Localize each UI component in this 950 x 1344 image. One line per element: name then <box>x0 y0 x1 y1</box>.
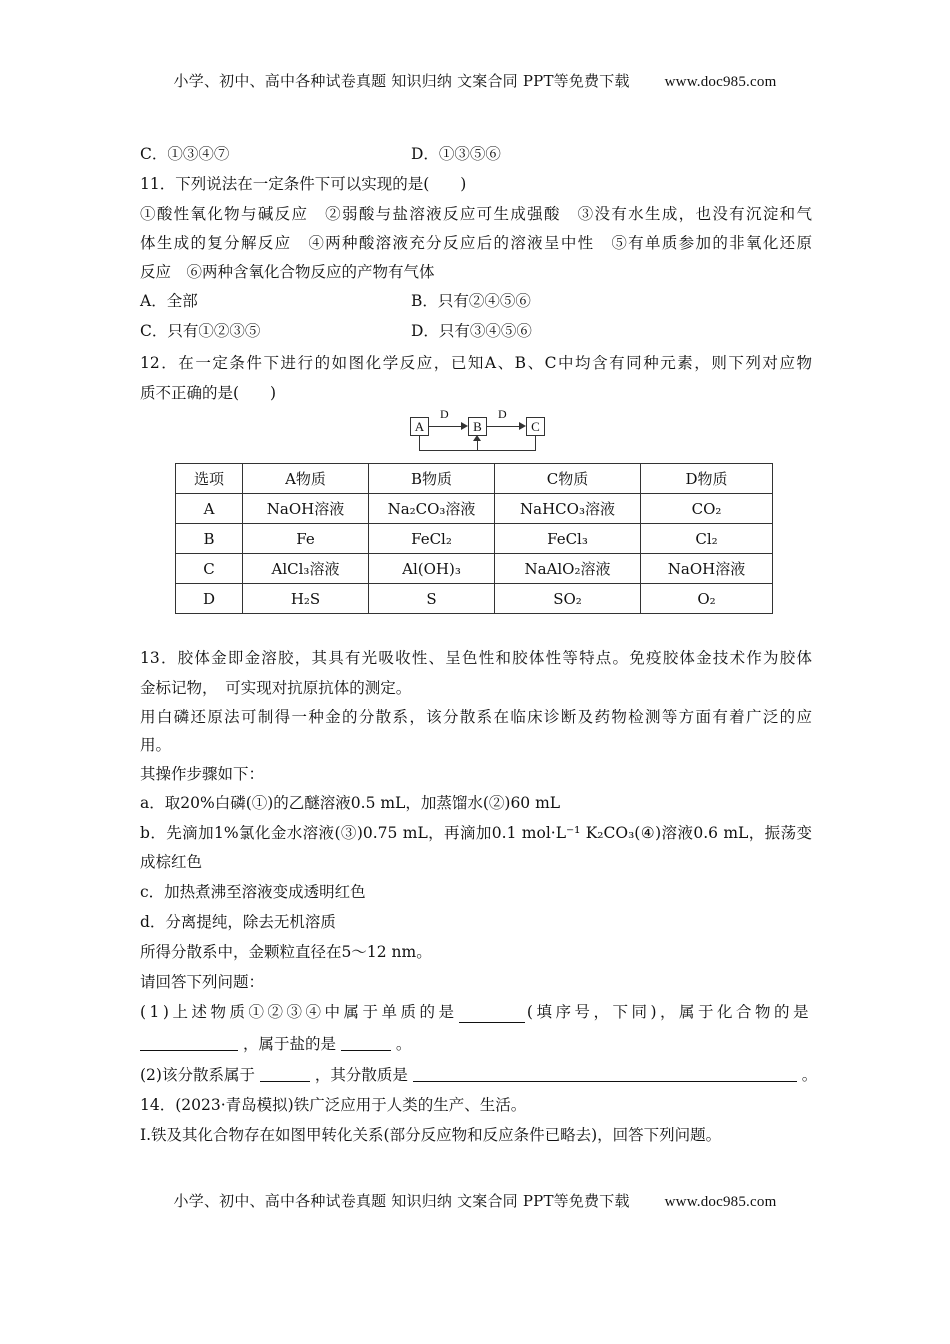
footer-text: 小学、初中、高中各种试卷真题 知识归纳 文案合同 PPT等免费下载 <box>173 1192 630 1210</box>
arrow-b-c <box>487 426 521 427</box>
q13-line1: 13．胶体金即金溶胶，其具有光吸收性、呈色性和胶体性等特点。免疫胶体金技术作为胶体 <box>140 649 812 667</box>
box-c: C <box>526 417 545 436</box>
table-row <box>176 554 773 584</box>
q11-line3: 反应 ⑥两种含氧化合物反应的产物有气体 <box>140 263 435 281</box>
table-cell: NaOH溶液 <box>641 554 773 584</box>
table-cell: C <box>176 554 243 584</box>
q13-ask: 请回答下列问题： <box>140 973 265 991</box>
table-cell: FeCl₃ <box>495 524 641 554</box>
q11-option-d: D．只有③④⑤⑥ <box>411 322 532 340</box>
q13-result: 所得分散系中，金颗粒直径在5～12 nm。 <box>140 943 432 961</box>
q13-line2: 金标记物， 可实现对抗原抗体的测定。 <box>140 679 412 697</box>
q13-line3: 用白磷还原法可制得一种金的分散系，该分散系在临床诊断及药物检测等方面有着广泛的应 <box>140 708 812 726</box>
q13-p2a: (2)该分散系属于 <box>140 1066 255 1084</box>
q12-line2: 质不正确的是( ) <box>140 384 277 402</box>
q11-stem: 11．下列说法在一定条件下可以实现的是( ) <box>140 175 467 193</box>
table-cell: S <box>369 584 495 614</box>
q13-part1-line1 <box>140 1001 812 1023</box>
q13-part2 <box>140 1064 818 1086</box>
q13-step-b1: b．先滴加1%氯化金水溶液(③)0.75 mL，再滴加0.1 mol·L⁻¹ K₂CO₃(④)溶液0.6 mL，振荡变 <box>140 824 812 842</box>
arrowhead-a-b <box>461 422 468 430</box>
q10-option-c: C．①③④⑦ <box>140 145 230 163</box>
table-cell: Al(OH)₃ <box>369 554 495 584</box>
q13-step-a: a．取20%白磷(①)的乙醚溶液0.5 mL，加蒸馏水(②)60 mL <box>140 794 561 812</box>
q13-step-d: d．分离提纯，除去无机溶质 <box>140 913 336 931</box>
return-line-down-c <box>535 436 536 450</box>
table-cell: D <box>176 584 243 614</box>
q13-p1a: (1)上述物质①②③④中属于单质的是 <box>140 1003 458 1021</box>
return-line-down-a <box>419 436 420 450</box>
table-header: A物质 <box>243 464 369 494</box>
table-row <box>176 494 773 524</box>
table-header: C物质 <box>495 464 641 494</box>
footer-url[interactable]: www.doc985.com <box>664 1194 777 1210</box>
table-cell: NaHCO₃溶液 <box>495 494 641 524</box>
box-a: A <box>410 417 429 436</box>
header-text: 小学、初中、高中各种试卷真题 知识归纳 文案合同 PPT等免费下载 <box>173 72 630 90</box>
table-cell: Na₂CO₃溶液 <box>369 494 495 524</box>
table-cell: FeCl₂ <box>369 524 495 554</box>
q14-line2: Ⅰ.铁及其化合物存在如图甲转化关系(部分反应物和反应条件已略去)，回答下列问题。 <box>140 1126 722 1144</box>
arrowhead-up-b <box>473 435 481 441</box>
answer-blank-element[interactable] <box>459 1008 524 1023</box>
table-cell: Fe <box>243 524 369 554</box>
box-b: B <box>468 417 487 436</box>
table-header: D物质 <box>641 464 773 494</box>
q11-line1: ①酸性氧化物与碱反应 ②弱酸与盐溶液反应可生成强酸 ③没有水生成，也没有沉淀和气 <box>140 205 812 223</box>
table-header: B物质 <box>369 464 495 494</box>
table-cell: Cl₂ <box>641 524 773 554</box>
q13-step-c: c．加热煮沸至溶液变成透明红色 <box>140 883 366 901</box>
answer-blank-salt[interactable] <box>341 1036 391 1051</box>
arrow-label-d2: D <box>498 407 507 421</box>
table-row <box>176 524 773 554</box>
page-footer <box>0 1190 950 1211</box>
options-table <box>175 463 773 614</box>
q10-option-d: D．①③⑤⑥ <box>411 145 501 163</box>
arrowhead-b-c <box>519 422 526 430</box>
return-line-bottom <box>419 450 536 451</box>
q13-p2b: ，其分散质是 <box>314 1066 408 1084</box>
q12-line1: 12．在一定条件下进行的如图化学反应，已知A、B、C中均含有同种元素，则下列对应物 <box>140 354 812 372</box>
arrow-label-d1: D <box>440 407 449 421</box>
q13-line4: 用。 <box>140 736 172 754</box>
q11-option-c: C．只有①②③⑤ <box>140 322 261 340</box>
table-cell: NaAlO₂溶液 <box>495 554 641 584</box>
reaction-diagram <box>404 407 554 455</box>
page-header <box>0 70 950 91</box>
table-cell: SO₂ <box>495 584 641 614</box>
q13-p2c: 。 <box>801 1066 818 1084</box>
table-cell: O₂ <box>641 584 773 614</box>
q13-p1d: 。 <box>395 1035 412 1053</box>
q14-line1: 14．(2023·青岛模拟)铁广泛应用于人类的生产、生活。 <box>140 1096 527 1114</box>
table-header: 选项 <box>176 464 243 494</box>
table-cell: A <box>176 494 243 524</box>
header-url[interactable]: www.doc985.com <box>664 74 777 90</box>
return-line-up-b <box>477 440 478 450</box>
q11-line2: 体生成的复分解反应 ④两种酸溶液充分反应后的溶液呈中性 ⑤有单质参加的非氧化还原 <box>140 234 812 252</box>
table-row <box>176 584 773 614</box>
answer-blank-dispersion[interactable] <box>260 1067 310 1082</box>
arrow-a-b <box>429 426 463 427</box>
table-cell: NaOH溶液 <box>243 494 369 524</box>
q11-option-b: B．只有②④⑤⑥ <box>411 292 531 310</box>
table-cell: H₂S <box>243 584 369 614</box>
answer-blank-compound[interactable] <box>140 1036 238 1051</box>
table-cell: CO₂ <box>641 494 773 524</box>
q11-option-a: A．全部 <box>140 292 198 310</box>
table-cell: AlCl₃溶液 <box>243 554 369 584</box>
q13-p1c: ，属于盐的是 <box>242 1035 336 1053</box>
answer-blank-dispersed-phase[interactable] <box>413 1067 797 1082</box>
table-cell: B <box>176 524 243 554</box>
table-header-row <box>176 464 773 494</box>
q13-p1b: (填序号，下同)，属于化合物的是 <box>526 1003 812 1021</box>
q13-step-b2: 成棕红色 <box>140 853 203 871</box>
q13-part1-line2 <box>140 1033 812 1055</box>
q13-line5: 其操作步骤如下： <box>140 765 265 783</box>
